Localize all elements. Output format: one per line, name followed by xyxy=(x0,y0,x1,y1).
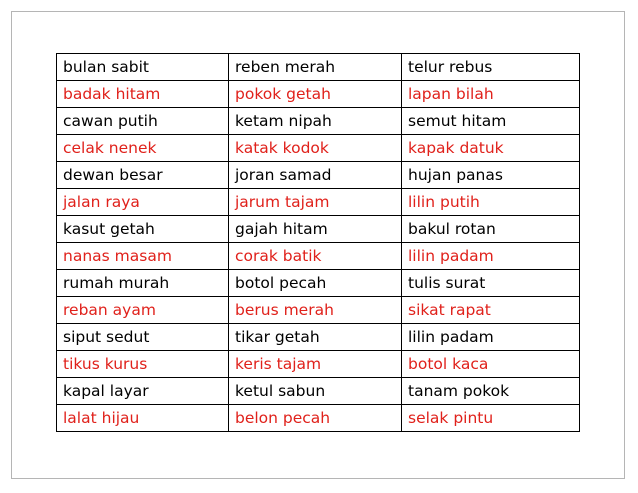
table-cell: botol kaca xyxy=(402,351,580,378)
table-cell: cawan putih xyxy=(57,108,229,135)
table-cell: keris tajam xyxy=(229,351,402,378)
table-row xyxy=(57,297,580,324)
table-cell: kapal layar xyxy=(57,378,229,405)
word-table-body xyxy=(57,54,580,432)
table-cell: corak batik xyxy=(229,243,402,270)
table-cell: lilin padam xyxy=(402,324,580,351)
table-cell: tikar getah xyxy=(229,324,402,351)
table-cell: kasut getah xyxy=(57,216,229,243)
table-cell: selak pintu xyxy=(402,405,580,432)
table-row xyxy=(57,270,580,297)
table-cell: lilin padam xyxy=(402,243,580,270)
table-row xyxy=(57,54,580,81)
table-cell: ketam nipah xyxy=(229,108,402,135)
word-table xyxy=(56,53,580,432)
table-cell: lapan bilah xyxy=(402,81,580,108)
table-cell: hujan panas xyxy=(402,162,580,189)
table-cell: nanas masam xyxy=(57,243,229,270)
table-row xyxy=(57,351,580,378)
table-cell: reban ayam xyxy=(57,297,229,324)
table-cell: semut hitam xyxy=(402,108,580,135)
table-cell: badak hitam xyxy=(57,81,229,108)
table-cell: joran samad xyxy=(229,162,402,189)
table-cell: reben merah xyxy=(229,54,402,81)
table-cell: tanam pokok xyxy=(402,378,580,405)
table-row xyxy=(57,243,580,270)
table-row xyxy=(57,162,580,189)
table-row xyxy=(57,216,580,243)
table-cell: pokok getah xyxy=(229,81,402,108)
table-cell: belon pecah xyxy=(229,405,402,432)
table-cell: ketul sabun xyxy=(229,378,402,405)
table-row xyxy=(57,324,580,351)
table-cell: jarum tajam xyxy=(229,189,402,216)
table-row xyxy=(57,405,580,432)
table-cell: berus merah xyxy=(229,297,402,324)
table-row xyxy=(57,378,580,405)
table-cell: sikat rapat xyxy=(402,297,580,324)
table-cell: rumah murah xyxy=(57,270,229,297)
table-cell: telur rebus xyxy=(402,54,580,81)
table-cell: lalat hijau xyxy=(57,405,229,432)
table-cell: dewan besar xyxy=(57,162,229,189)
table-cell: kapak datuk xyxy=(402,135,580,162)
table-cell: botol pecah xyxy=(229,270,402,297)
table-cell: katak kodok xyxy=(229,135,402,162)
table-cell: gajah hitam xyxy=(229,216,402,243)
table-cell: lilin putih xyxy=(402,189,580,216)
table-row xyxy=(57,108,580,135)
table-cell: jalan raya xyxy=(57,189,229,216)
table-cell: bakul rotan xyxy=(402,216,580,243)
table-cell: tikus kurus xyxy=(57,351,229,378)
table-row xyxy=(57,189,580,216)
table-row xyxy=(57,135,580,162)
table-cell: celak nenek xyxy=(57,135,229,162)
table-row xyxy=(57,81,580,108)
table-cell: tulis surat xyxy=(402,270,580,297)
table-cell: siput sedut xyxy=(57,324,229,351)
table-cell: bulan sabit xyxy=(57,54,229,81)
